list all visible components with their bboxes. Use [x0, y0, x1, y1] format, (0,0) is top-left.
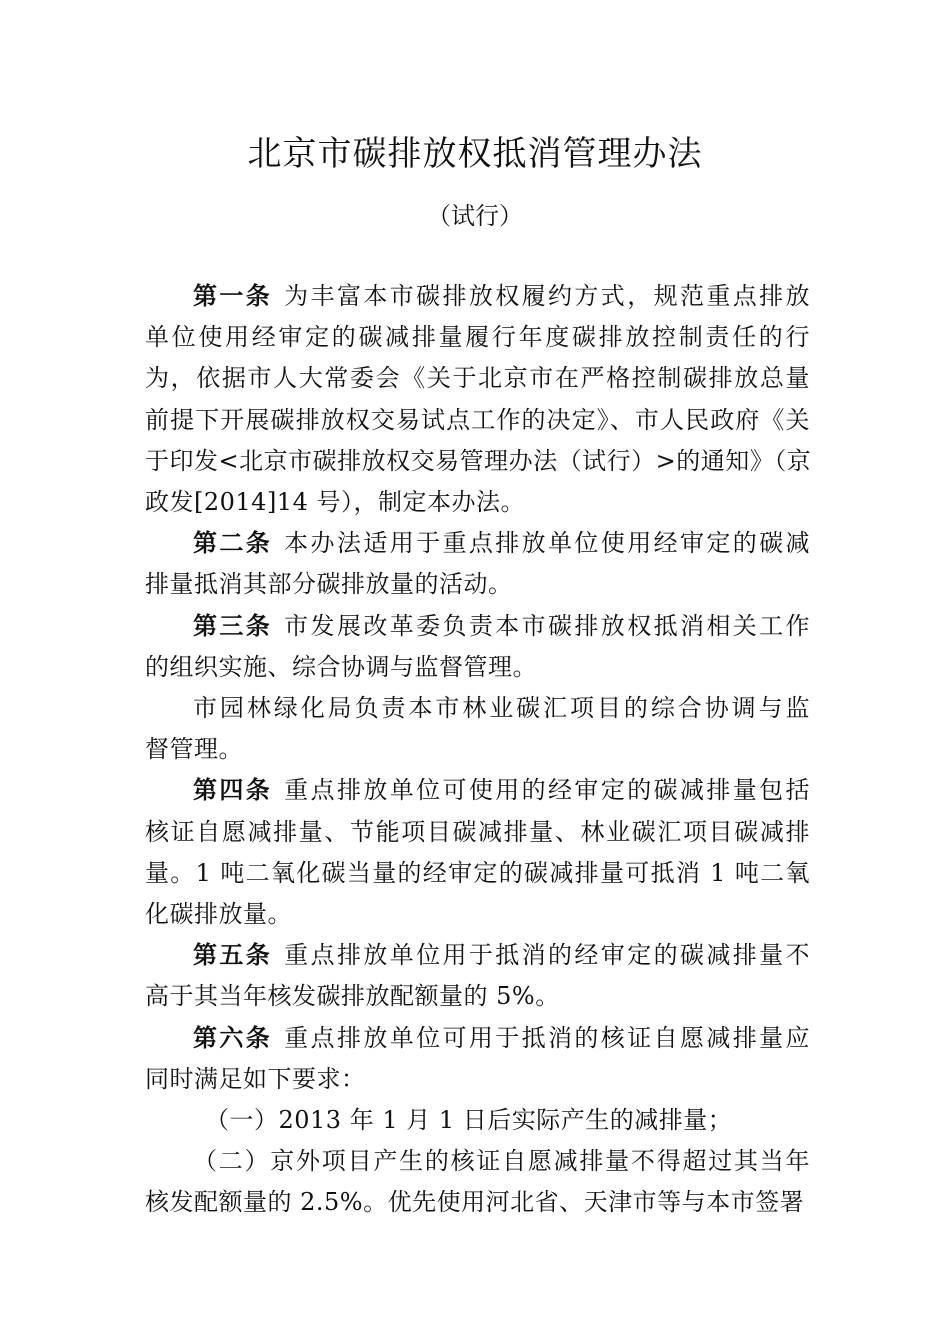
paragraph-line	[145, 688, 810, 729]
line-text: 高于其当年核发碳排放配额量的 5%。	[145, 982, 560, 1011]
line-text: 量。1 吨二氧化碳当量的经审定的碳减排量可抵消 1 吨二氧	[145, 858, 810, 887]
document-title: 北京市碳排放权抵消管理办法	[247, 134, 703, 174]
line-text: 市发展改革委负责本市碳排放权抵消相关工作	[284, 611, 811, 640]
paragraph-line	[145, 482, 810, 523]
paragraph-line	[145, 935, 810, 976]
article-paragraph	[145, 606, 810, 688]
line-text: 重点排放单位用于抵消的经审定的碳减排量不	[284, 941, 811, 970]
article-heading: 第三条	[193, 611, 273, 640]
article-paragraph	[145, 935, 810, 1017]
line-text: 为，依据市人大常委会《关于北京市在严格控制碳排放总量	[145, 364, 810, 393]
paragraph-line	[145, 853, 810, 894]
paragraph-line	[145, 894, 810, 935]
document-subtitle: （试行）	[427, 202, 523, 230]
paragraph-line	[145, 564, 810, 605]
paragraph-line	[145, 812, 810, 853]
line-text: 市园林绿化局负责本市林业碳汇项目的综合协调与监	[193, 694, 810, 723]
paragraph-line	[145, 1182, 810, 1223]
line-text: 单位使用经审定的碳减排量履行年度碳排放控制责任的行	[145, 323, 810, 352]
paragraph-line	[145, 317, 810, 358]
article-heading: 第四条	[193, 776, 273, 805]
paragraph-line	[145, 606, 810, 647]
line-text: （二）京外项目产生的核证自愿减排量不得超过其当年	[193, 1147, 810, 1176]
article-heading: 第五条	[193, 941, 273, 970]
document-body	[145, 276, 810, 1224]
paragraph-line	[145, 1018, 810, 1059]
line-text: （一）2013 年 1 月 1 日后实际产生的减排量；	[205, 1106, 733, 1135]
paragraph-line	[145, 523, 810, 564]
line-text: 重点排放单位可使用的经审定的碳减排量包括	[284, 776, 811, 805]
paragraph-line	[145, 647, 810, 688]
article-paragraph	[145, 276, 810, 523]
line-text: 排量抵消其部分碳排放量的活动。	[145, 570, 513, 599]
paragraph-line	[145, 770, 810, 811]
article-paragraph	[145, 770, 810, 935]
article-paragraph	[145, 523, 810, 605]
line-text: 核发配额量的 2.5%。优先使用河北省、天津市等与本市签署	[145, 1188, 805, 1217]
line-text: 为丰富本市碳排放权履约方式，规范重点排放	[284, 282, 811, 310]
line-text: 同时满足如下要求：	[145, 1064, 366, 1093]
paragraph-line	[145, 1100, 810, 1141]
line-text: 政发[2014]14 号），制定本办法。	[145, 488, 525, 517]
article-heading: 第二条	[193, 529, 273, 558]
line-text: 核证自愿减排量、节能项目碳减排量、林业碳汇项目碳减排	[145, 817, 810, 846]
article-subparagraph	[145, 688, 810, 770]
article-subparagraph	[145, 1141, 810, 1223]
paragraph-line	[145, 358, 810, 399]
article-paragraph	[145, 1018, 810, 1100]
line-text: 本办法适用于重点排放单位使用经审定的碳减	[284, 529, 811, 558]
paragraph-line	[145, 1059, 810, 1100]
line-text: 于印发<北京市碳排放权交易管理办法（试行）>的通知》（京	[145, 446, 812, 475]
line-text: 重点排放单位可用于抵消的核证自愿减排量应	[284, 1023, 811, 1052]
line-text: 督管理。	[145, 735, 243, 764]
paragraph-line	[145, 1141, 810, 1182]
paragraph-line	[145, 276, 810, 317]
article-subparagraph	[145, 1100, 810, 1141]
paragraph-line	[145, 729, 810, 770]
line-text: 的组织实施、综合协调与监督管理。	[145, 652, 537, 681]
paragraph-line	[145, 441, 810, 482]
paragraph-line	[145, 400, 810, 441]
paragraph-line	[145, 976, 810, 1017]
line-text: 前提下开展碳排放权交易试点工作的决定》、市人民政府《关	[145, 405, 810, 434]
line-text: 化碳排放量。	[145, 900, 292, 929]
article-heading: 第六条	[193, 1023, 273, 1052]
article-heading: 第一条	[193, 282, 273, 310]
